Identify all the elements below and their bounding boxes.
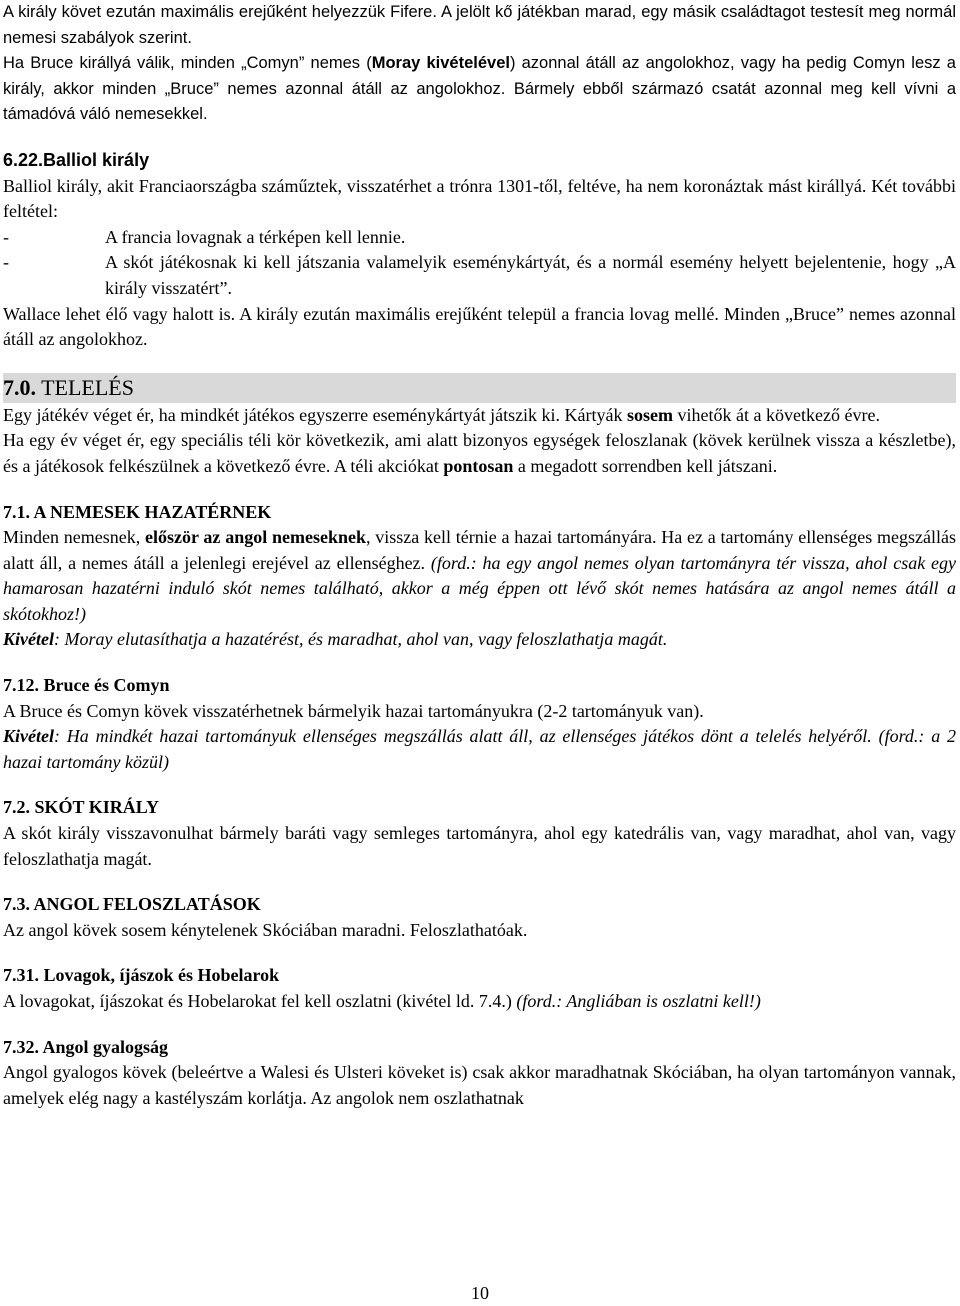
text-run: , vissza kell térnie a hazai tartományára. Ha ez a tartomány ellenséges megszállás alatt áll, a nemes átáll a jelenlegi erejével az ellenséghez. [3,527,956,573]
translator-note: (ford.: Angliában is oszlatni kell!) [516,991,761,1011]
telel-paragraph-2 [3,428,956,479]
text-run: A lovagokat, íjászokat és Hobelarokat fel kell oszlatni (kivétel ld. 7.4.) [3,991,517,1011]
document-page [3,0,956,1111]
section-heading-7-3: 7.3. ANGOL FELOSZLATÁSOK [3,894,261,915]
infantry-paragraph: Angol gyalogos kövek (beleértve a Walesi és Ulsteri köveket is) csak akkor maradhatnak Skóciában, ha olyan tartományon vannak, amelyek elég nagy a kastélyszám korlátja. Az angolok nem oszlathatnak [3,1062,956,1108]
text-run: Ha Bruce királlyá válik, minden „Comyn” nemes ( [3,54,372,73]
heading-title: TELELÉS [36,374,134,400]
list-item [3,225,956,251]
bruce-comyn-paragraph [3,51,956,128]
section-heading-7-31: 7.31. Lovagok, íjászok és Hobelarok [3,965,280,986]
translator-note: (ford.: ha egy angol nemes olyan tartományra tér vissza, ahol csak egy hamarosan hazatérni induló skót nemes található, akkor a még éppen ott lévő skót nemes hatására az angol nemes átáll a skótokhoz!) [3,552,956,624]
balliol-paragraph: Balliol király, akit Franciaországba száműztek, visszatérhet a trónra 1301-től, feltéve, ha nem koronáztak mást királlyá. Két további feltétel: [3,175,956,222]
section-heading-7-32: 7.32. Angol gyalogság [3,1036,169,1057]
exception-text: : Moray elutasíthatja a hazatérést, és maradhat, ahol van, vagy feloszlathatja magát. [53,629,668,650]
nobles-paragraph [3,525,956,627]
bold-text: Moray kivételével [371,54,510,73]
knights-paragraph [3,989,956,1015]
english-disband-paragraph: Az angol kövek sosem kénytelenek Skóciában maradni. Feloszlathatóak. [3,919,528,940]
exception-text: : Ha mindkét hazai tartományuk ellenséges megszállás alatt áll, az ellenséges játékos dönt a telelés helyéről. (ford.: a 2 hazai tartomány közül) [3,726,956,772]
text-run: Egy játékév véget ér, ha mindkét játékos egyszerre eseménykártyát játszik ki. Kártyák [3,404,628,425]
section-heading-7-0 [3,373,956,403]
exception-label: Kivétel [3,629,54,650]
list-item-text: A francia lovagnak a térképen kell lennie. [105,226,406,247]
intro-paragraph [3,0,956,51]
text-run: a megadott sorrendben kell játszani. [513,455,778,476]
text-run: Minden nemesnek, [3,527,146,548]
section-heading-7-2: 7.2. SKÓT KIRÁLY [3,797,160,818]
dash-bullet: - [3,226,9,247]
text-run: vihetők át a következő évre. [673,404,880,425]
bruce-comyn-return-paragraph: A Bruce és Comyn kövek visszatérhetnek bármelyik hazai tartományukra (2-2 tartományuk van). [3,700,704,721]
list-item [3,250,956,301]
section-heading-6-22: 6.22.Balliol király [3,149,150,170]
scottish-king-paragraph: A skót király visszavonulhat bármely baráti vagy semleges tartományra, ahol egy katedrális van, vagy maradhat, ahol van, vagy feloszlathatja magát. [3,823,956,869]
telel-paragraph-1 [3,403,956,429]
dash-bullet: - [3,252,9,273]
text-run: ) azonnal átáll az angolokhoz, vagy ha pedig Comyn lesz a király, akkor minden „Bruce” nemes azonnal átáll az angolokhoz. Bármely ebből származó csatát azonnal meg kell vívni a támadóvá váló nemesekkel. [3,54,956,124]
condition-list [3,225,956,302]
exception-paragraph [3,627,956,653]
bold-text: sosem [627,404,674,425]
intro-text: A király követ ezután maximális erejűként helyezzük Fifere. A jelölt kő játékban marad, egy másik családtagot testesít meg normál nemesi szabályok szerint. [3,3,956,47]
section-heading-7-1: 7.1. A NEMESEK HAZATÉRNEK [3,501,272,522]
heading-number: 7.0. [3,374,36,400]
bold-text: először az angol nemeseknek [145,527,366,548]
bold-text: pontosan [443,455,514,476]
list-item-text: A skót játékosnak ki kell játszania valamelyik eseménykártyát, és a normál esemény helyett bejelentenie, hogy „A király visszatért”. [105,252,956,298]
section-heading-7-12: 7.12. Bruce és Comyn [3,675,170,696]
exception-label: Kivétel [3,726,54,747]
wallace-paragraph: Wallace lehet élő vagy halott is. A király ezután maximális erejűként települ a francia lovag mellé. Minden „Bruce” nemes azonnal átáll az angolokhoz. [3,303,956,350]
page-number: 10 [471,1283,489,1303]
exception-paragraph [3,724,956,775]
text-run: Ha egy év véget ér, egy speciális téli kör következik, ami alatt bizonyos egységek feloszlanak (kövek kerülnek vissza a készletbe), és a játékosok felkészülnek a következő évre. A téli akciókat [3,430,956,476]
